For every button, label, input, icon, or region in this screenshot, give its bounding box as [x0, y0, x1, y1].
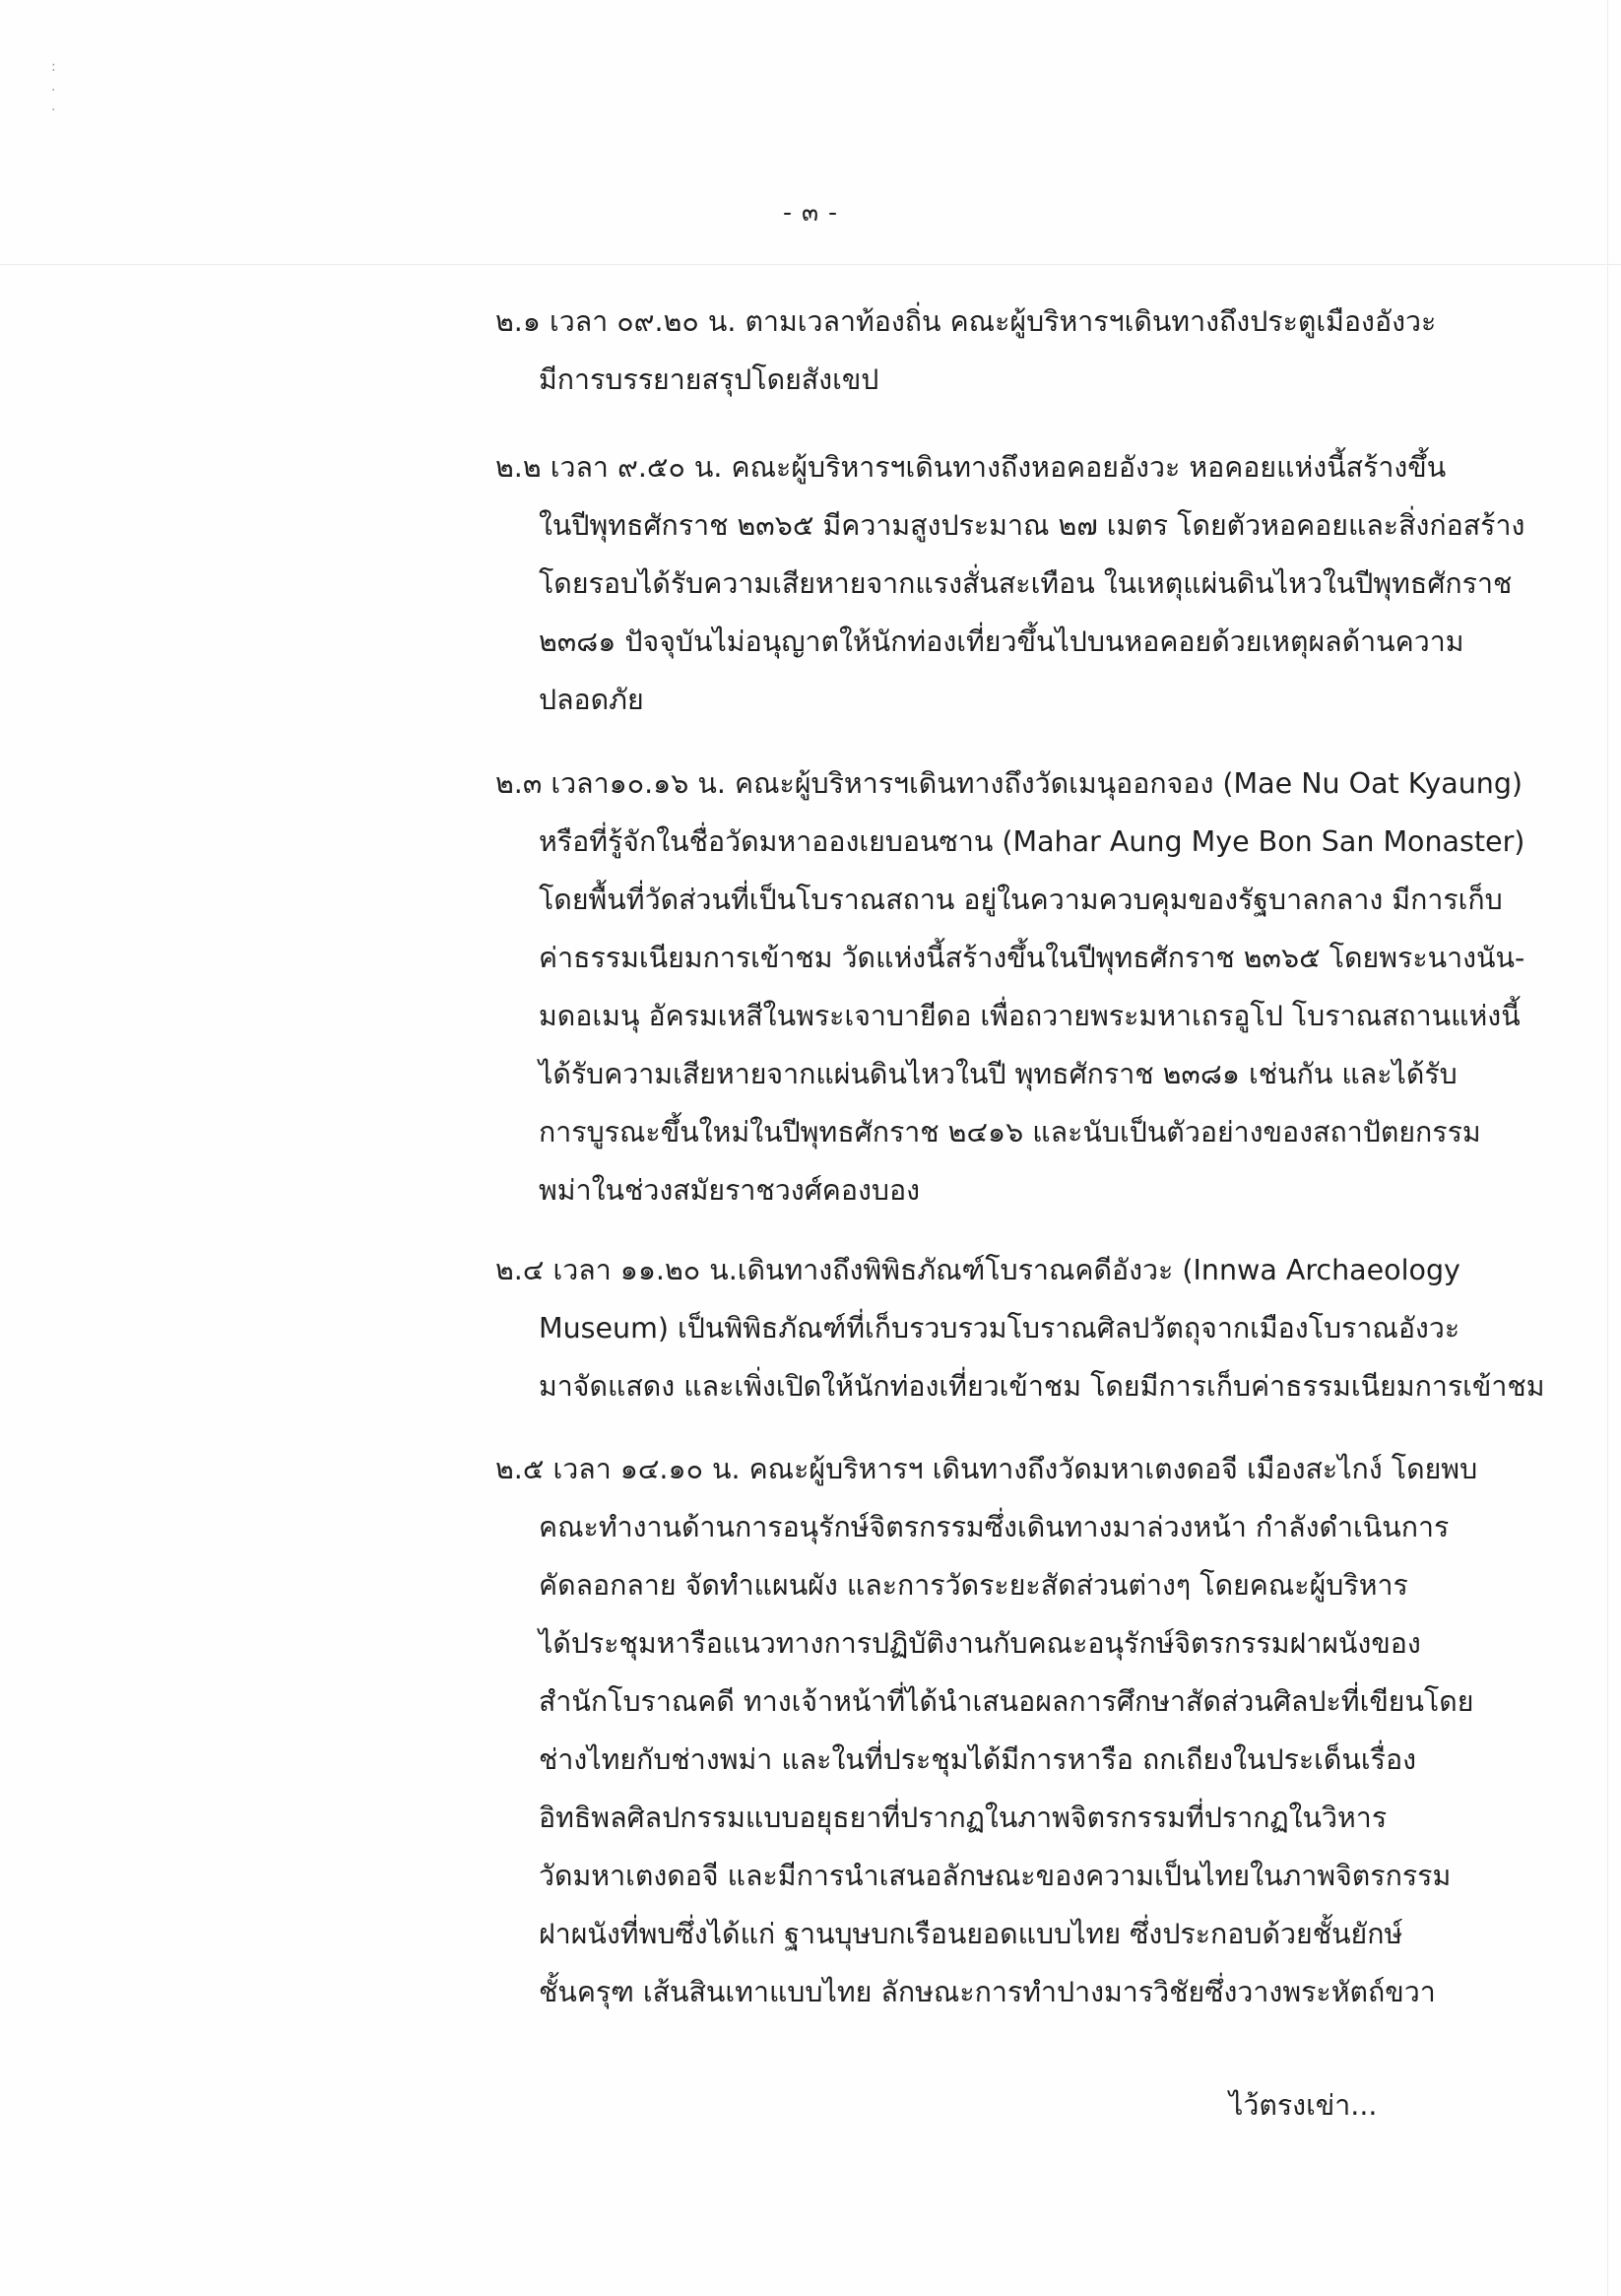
paragraph-line: มาจัดแสดง และเพิ่งเปิดให้นักท่องเที่ยวเข้าชม โดยมีการเก็บค่าธรรมเนียมการเข้าชม	[539, 1370, 1545, 1403]
section-text: เวลา ๑๔.๑๐ น. คณะผู้บริหารฯ เดินทางถึงวัดมหาเตงดอจี เมืองสะไกง์ โดยพบ	[544, 1453, 1478, 1485]
section-number: ๒.๕	[495, 1453, 545, 1485]
paragraph-line: ๒๓๘๑ ปัจจุบันไม่อนุญาตให้นักท่องเที่ยวขึ้นไปบนหอคอยด้วยเหตุผลด้านความ	[539, 625, 1464, 658]
paragraph-line: ได้ประชุมหารือแนวทางการปฏิบัติงานกับคณะอนุรักษ์จิตรกรรมฝาผนังของ	[539, 1627, 1421, 1660]
paragraph-line: หรือที่รู้จักในชื่อวัดมหาอองเยบอนซาน (Mahar Aung Mye Bon San Monaster)	[539, 825, 1525, 858]
paragraph-line: คัดลอกลาย จัดทำแผนผัง และการวัดระยะสัดส่วนต่างๆ โดยคณะผู้บริหาร	[539, 1569, 1408, 1602]
section-text: เวลา ๑๑.๒๐ น.เดินทางถึงพิพิธภัณฑ์โบราณคดีอังวะ (Innwa Archaeology	[544, 1254, 1460, 1286]
section-text: เวลา ๙.๕๐ น. คณะผู้บริหารฯเดินทางถึงหอคอยอังวะ หอคอยแห่งนี้สร้างขึ้น	[541, 451, 1447, 484]
section-number: ๒.๑	[495, 305, 541, 338]
section-2-4	[495, 1241, 1545, 1415]
paragraph-line: ช่างไทยกับช่างพม่า และในที่ประชุมได้มีการหารือ ถกเถียงในประเด็นเรื่อง	[539, 1743, 1417, 1776]
section-number: ๒.๔	[495, 1254, 545, 1286]
paragraph-line	[495, 1440, 1520, 1498]
section-2-5	[495, 1440, 1520, 2021]
scan-marks: : . .	[51, 59, 56, 114]
paragraph-line: โดยพื้นที่วัดส่วนที่เป็นโบราณสถาน อยู่ในความควบคุมของรัฐบาลกลาง มีการเก็บ	[539, 884, 1503, 916]
paragraph-line: สำนักโบราณคดี ทางเจ้าหน้าที่ได้นำเสนอผลการศึกษาสัดส่วนศิลปะที่เขียนโดย	[539, 1685, 1474, 1718]
section-number: ๒.๒	[495, 451, 542, 484]
paragraph-line: ได้รับความเสียหายจากแผ่นดินไหวในปี พุทธศักราช ๒๓๘๑ เช่นกัน และได้รับ	[539, 1058, 1458, 1090]
scan-artifact-edge	[1607, 0, 1608, 2296]
paragraph-line: Museum) เป็นพิพิธภัณฑ์ที่เก็บรวบรวมโบราณศิลปวัตถุจากเมืองโบราณอังวะ	[539, 1312, 1460, 1345]
paragraph-line: อิทธิพลศิลปกรรมแบบอยุธยาที่ปรากฏในภาพจิตรกรรมที่ปรากฏในวิหาร	[539, 1802, 1388, 1834]
paragraph-line: พม่าในช่วงสมัยราชวงศ์คองบอง	[539, 1174, 921, 1207]
paragraph-line: โดยรอบได้รับความเสียหายจากแรงสั่นสะเทือน ในเหตุแผ่นดินไหวในปีพุทธศักราช	[539, 567, 1513, 600]
paragraph-line: การบูรณะขึ้นใหม่ในปีพุทธศักราช ๒๔๑๖ และนับเป็นตัวอย่างของสถาปัตยกรรม	[539, 1116, 1481, 1148]
section-text: เวลา ๐๙.๒๐ น. ตามเวลาท้องถิ่น คณะผู้บริหารฯเดินทางถึงประตูเมืองอังวะ	[540, 305, 1437, 338]
page-number: - ๓ -	[782, 198, 839, 227]
continue-note: ไว้ตรงเข่า...	[1229, 2089, 1378, 2122]
section-text: เวลา๑๐.๑๖ น. คณะผู้บริหารฯเดินทางถึงวัดเมนุออกจอง (Mae Nu Oat Kyaung)	[542, 767, 1524, 800]
paragraph-line: มีการบรรยายสรุปโดยสังเขป	[539, 363, 879, 396]
paragraph-line: วัดมหาเตงดอจี และมีการนำเสนอลักษณะของความเป็นไทยในภาพจิตรกรรม	[539, 1860, 1452, 1892]
section-2-3	[495, 754, 1525, 1219]
paragraph-line: ชั้นครุฑ เส้นสินเทาแบบไทย ลักษณะการทำปางมารวิชัยซึ่งวางพระหัตถ์ขวา	[539, 1976, 1436, 2008]
section-number: ๒.๓	[495, 767, 543, 800]
scan-artifact-line	[0, 264, 1621, 265]
section-2-2	[495, 438, 1525, 729]
paragraph-line	[495, 293, 1520, 351]
paragraph-line	[495, 754, 1524, 813]
paragraph-line: คณะทำงานด้านการอนุรักษ์จิตรกรรมซึ่งเดินทางมาล่วงหน้า กำลังดำเนินการ	[539, 1511, 1450, 1543]
paragraph-line	[495, 1241, 1520, 1299]
paragraph-line: ค่าธรรมเนียมการเข้าชม วัดแห่งนี้สร้างขึ้นในปีพุทธศักราช ๒๓๖๕ โดยพระนางนัน-	[539, 942, 1525, 974]
paragraph-line: ในปีพุทธศักราช ๒๓๖๕ มีความสูงประมาณ ๒๗ เมตร โดยตัวหอคอยและสิ่งก่อสร้าง	[539, 509, 1525, 542]
paragraph-line	[495, 438, 1520, 496]
section-2-1	[495, 293, 1520, 409]
paragraph-line: มดอเมนุ อัครมเหสีในพระเจาบายีดอ เพื่อถวายพระมหาเถรอูโป โบราณสถานแห่งนี้	[539, 1000, 1521, 1032]
paragraph-line: ปลอดภัย	[539, 684, 644, 716]
paragraph-line: ฝาผนังที่พบซึ่งได้แก่ ฐานบุษบกเรือนยอดแบบไทย ซึ่งประกอบด้วยชั้นยักษ์	[539, 1918, 1403, 1950]
